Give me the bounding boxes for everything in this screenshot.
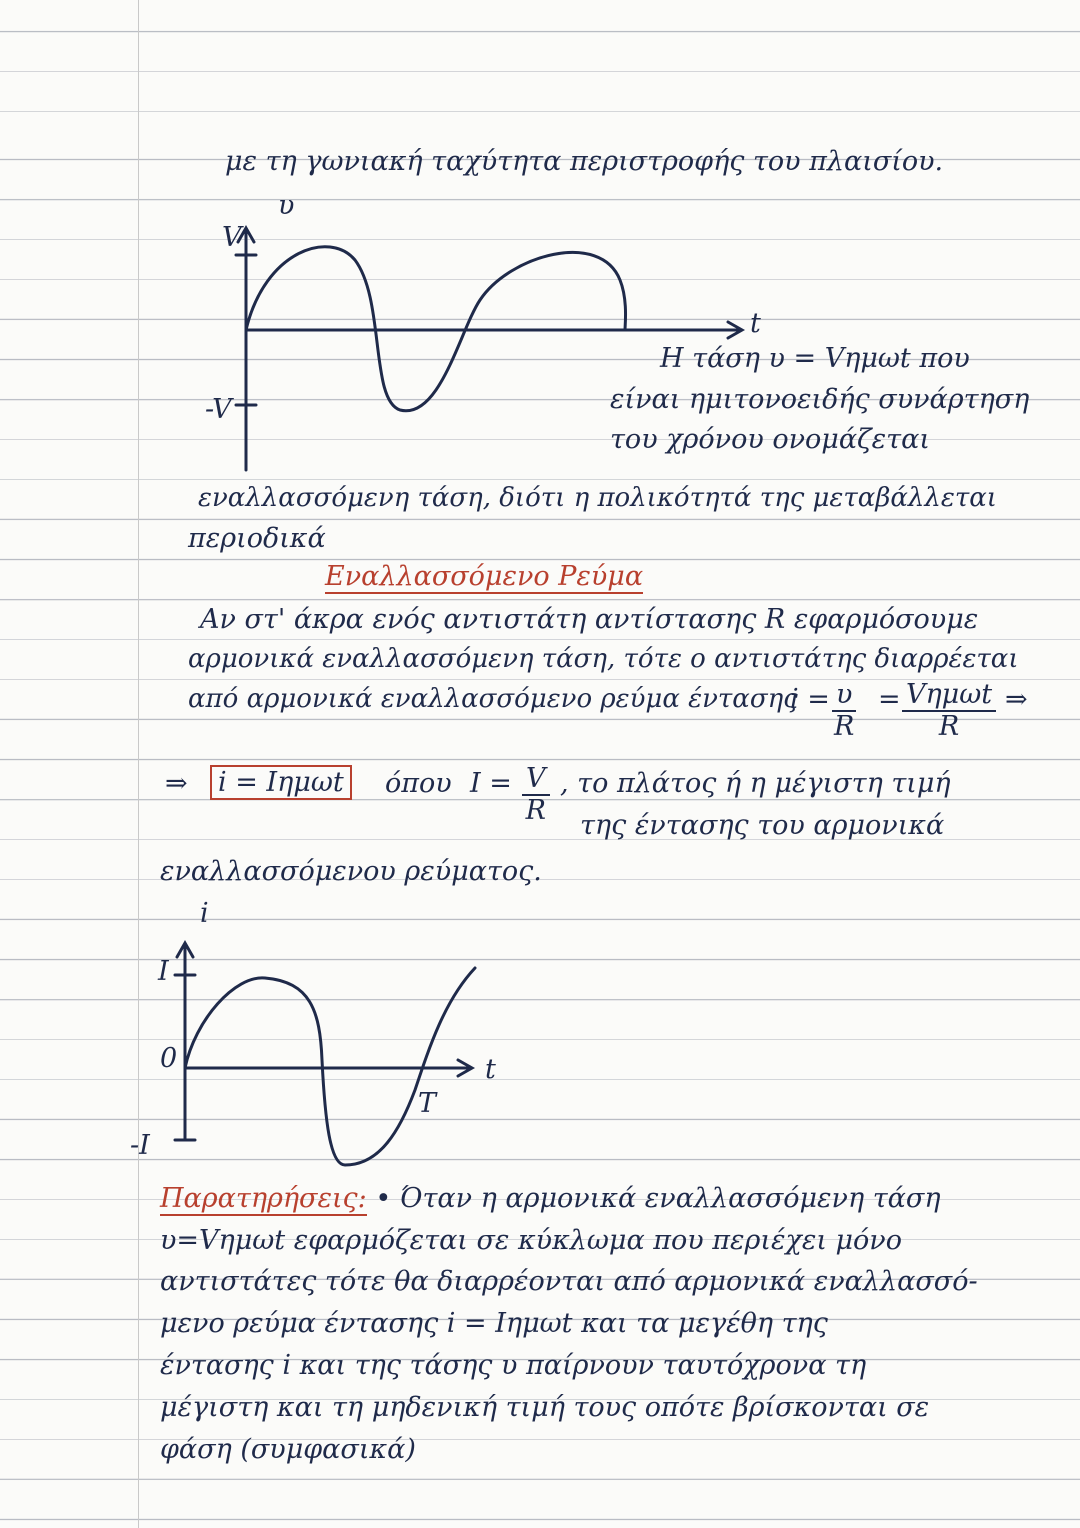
eq-den1: R bbox=[834, 710, 855, 742]
remarks-text-1: • Όταν η αρμονικά εναλλασσόμενη τάση bbox=[375, 1183, 941, 1214]
graph1-y-axis-label: υ bbox=[278, 190, 295, 221]
graph1-caption-line3: του χρόνου ονομάζεται bbox=[610, 424, 930, 455]
graph2-x-axis-label: t bbox=[485, 1054, 496, 1085]
graph2-y-max-label: I bbox=[158, 956, 169, 987]
graph2-y-min-label: -I bbox=[130, 1130, 150, 1161]
opou-word: όπου bbox=[385, 768, 452, 799]
para2-line2: αρμονικά εναλλασσόμενη τάση, τότε ο αντιστάτης διαρρέεται bbox=[188, 644, 1019, 674]
remarks-line3: αντιστάτες τότε θα διαρρέονται από αρμονικά εναλλασσό- bbox=[160, 1266, 978, 1297]
remarks-line2: υ=Vημωt εφαρμόζεται σε κύκλωμα που περιέχει μόνο bbox=[160, 1225, 902, 1256]
section-title: Εναλλασσόμενο Ρεύμα bbox=[325, 561, 644, 592]
eq-i: i = bbox=[790, 684, 830, 715]
graph1-caption-line1: Η τάση υ = Vημωt που bbox=[660, 343, 970, 374]
para2-line1: Αν στ' άκρα ενός αντιστάτη αντίστασης R εφαρμόσουμε bbox=[200, 604, 979, 635]
graph2-period-label: T bbox=[418, 1088, 437, 1119]
remarks-line1 bbox=[160, 1185, 941, 1212]
para1-line2: περιοδικά bbox=[188, 523, 326, 554]
graph1-x-axis-label: t bbox=[750, 308, 761, 339]
boxed-current-formula: i = Iημωt bbox=[210, 765, 352, 800]
remarks-line6: μέγιστη και τη μηδενική τιμή τους οπότε βρίσκονται σε bbox=[160, 1392, 930, 1423]
I-num: V bbox=[522, 764, 550, 796]
eq-arrow: ⇒ bbox=[1005, 684, 1028, 715]
remarks-line5: έντασης i και της τάσης υ παίρνουν ταυτόχρονα τη bbox=[160, 1350, 867, 1381]
graph2-y-axis-label: i bbox=[200, 898, 209, 929]
para1-line1: εναλλασσόμενη τάση, διότι η πολικότητά της μεταβάλλεται bbox=[198, 483, 997, 513]
arrow-implies: ⇒ bbox=[165, 768, 188, 799]
eq-num1: υ bbox=[832, 680, 856, 712]
desc-line2: της έντασης του αρμονικά bbox=[580, 810, 945, 841]
graph1-y-min-label: -V bbox=[205, 394, 232, 425]
eq-equals: = bbox=[878, 684, 901, 715]
graph1-caption-line2: είναι ημιτονοειδής συνάρτηση bbox=[610, 384, 1030, 415]
para2-last-line: εναλλασσόμενου ρεύματος. bbox=[160, 856, 542, 887]
I-equals: I = bbox=[470, 768, 512, 799]
remarks-line7: φάση (συμφασικά) bbox=[160, 1434, 416, 1465]
remarks-line4: μενο ρεύμα έντασης i = Iημωt και τα μεγέθη της bbox=[160, 1308, 828, 1339]
graph1-y-max-label: V bbox=[222, 222, 242, 253]
eq-den2: R bbox=[938, 710, 960, 742]
eq-num2: Vημωt bbox=[902, 680, 996, 712]
intro-line: με τη γωνιακή ταχύτητα περιστροφής του πλαισίου. bbox=[225, 146, 944, 177]
para2-line3: από αρμονικά εναλλασσόμενο ρεύμα έντασης bbox=[188, 684, 798, 714]
graph2-origin-label: 0 bbox=[160, 1043, 178, 1074]
I-den: R bbox=[525, 794, 546, 826]
desc-line1: , το πλάτος ή η μέγιστη τιμή bbox=[560, 768, 951, 799]
remarks-title: Παρατηρήσεις: bbox=[160, 1183, 367, 1214]
